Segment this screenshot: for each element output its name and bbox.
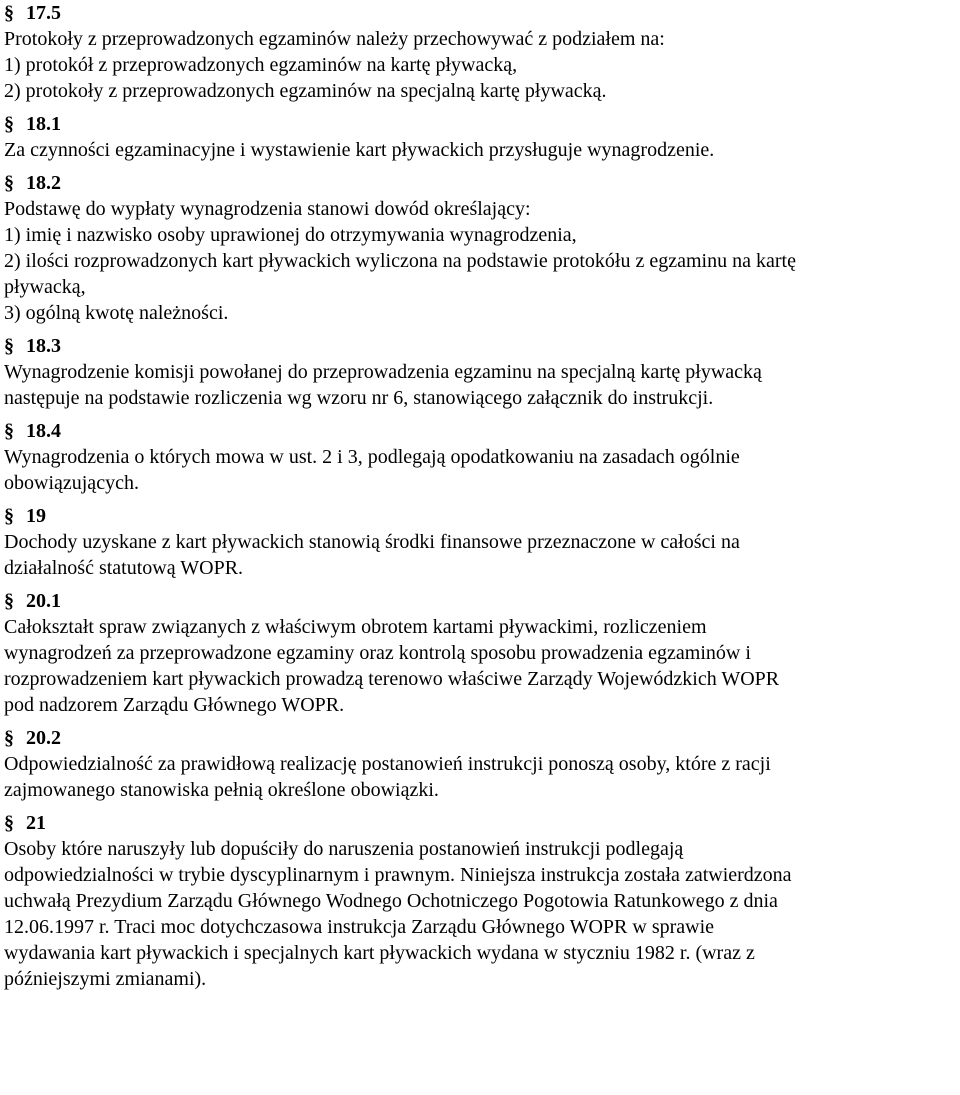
section-17-5 (4, 0, 956, 104)
section-sign: § (4, 727, 14, 749)
section-sign: § (4, 420, 14, 442)
list-item: 2) ilości rozprowadzonych kart pływackich wyliczona na podstawie protokółu z egzaminu na kartę (4, 250, 796, 272)
section-sign: § (4, 172, 14, 194)
section-heading (4, 725, 956, 751)
section-21 (4, 810, 956, 992)
paragraph-line: zajmowanego stanowiska pełnią określone obowiązki. (4, 779, 439, 801)
section-number: 18.4 (26, 420, 61, 442)
section-19 (4, 503, 956, 581)
section-20-2 (4, 725, 956, 803)
paragraph-line: następuje na podstawie rozliczenia wg wzoru nr 6, stanowiącego załącznik do instrukcji. (4, 387, 714, 409)
paragraph-line: Wynagrodzenie komisji powołanej do przeprowadzenia egzaminu na specjalną kartę pływacką (4, 361, 762, 383)
paragraph-line: działalność statutową WOPR. (4, 557, 244, 579)
section-18-3 (4, 333, 956, 411)
section-heading (4, 588, 956, 614)
section-sign: § (4, 335, 14, 357)
section-heading (4, 333, 956, 359)
paragraph-line: Za czynności egzaminacyjne i wystawienie kart pływackich przysługuje wynagrodzenie. (4, 139, 715, 161)
section-number: 18.2 (26, 172, 61, 194)
section-18-1 (4, 111, 956, 163)
paragraph-line: Wynagrodzenia o których mowa w ust. 2 i 3, podlegają opodatkowaniu na zasadach ogólnie (4, 446, 740, 468)
paragraph-line: późniejszymi zmianami). (4, 968, 207, 990)
section-number: 21 (26, 812, 46, 834)
paragraph-line: uchwałą Prezydium Zarządu Głównego Wodnego Ochotniczego Pogotowia Ratunkowego z dnia (4, 890, 778, 912)
paragraph-line: wydawania kart pływackich i specjalnych kart pływackich wydana w styczniu 1982 r. (wraz z (4, 942, 755, 964)
section-number: 20.2 (26, 727, 61, 749)
section-sign: § (4, 590, 14, 612)
list-item: 1) protokół z przeprowadzonych egzaminów na kartę pływacką, (4, 54, 518, 76)
paragraph-line: wynagrodzeń za przeprowadzone egzaminy oraz kontrolą sposobu prowadzenia egzaminów i (4, 642, 751, 664)
section-20-1 (4, 588, 956, 718)
section-heading (4, 170, 956, 196)
section-heading (4, 418, 956, 444)
section-number: 17.5 (26, 2, 61, 24)
paragraph-line: rozprowadzeniem kart pływackich prowadzą terenowo właściwe Zarządy Wojewódzkich WOPR (4, 668, 780, 690)
section-number: 18.1 (26, 113, 61, 135)
list-item: 2) protokoły z przeprowadzonych egzaminów na specjalną kartę pływacką. (4, 80, 607, 102)
paragraph-line: 12.06.1997 r. Traci moc dotychczasowa instrukcja Zarządu Głównego WOPR w sprawie (4, 916, 715, 938)
paragraph-line: Podstawę do wypłaty wynagrodzenia stanowi dowód określający: (4, 198, 531, 220)
section-heading (4, 503, 956, 529)
list-item: 1) imię i nazwisko osoby uprawionej do otrzymywania wynagrodzenia, (4, 224, 577, 246)
paragraph-line: odpowiedzialności w trybie dyscyplinarnym i prawnym. Niniejsza instrukcja została zatwierdzona (4, 864, 792, 886)
section-number: 20.1 (26, 590, 61, 612)
section-sign: § (4, 2, 14, 24)
section-sign: § (4, 113, 14, 135)
section-18-2 (4, 170, 956, 326)
section-18-4 (4, 418, 956, 496)
section-sign: § (4, 812, 14, 834)
paragraph-line: obowiązujących. (4, 472, 139, 494)
paragraph-line: pod nadzorem Zarządu Głównego WOPR. (4, 694, 345, 716)
paragraph-line: Całokształt spraw związanych z właściwym obrotem kartami pływackimi, rozliczeniem (4, 616, 707, 638)
section-heading (4, 810, 956, 836)
section-sign: § (4, 505, 14, 527)
paragraph-line: Odpowiedzialność za prawidłową realizację postanowień instrukcji ponoszą osoby, które z racji (4, 753, 771, 775)
section-number: 18.3 (26, 335, 61, 357)
paragraph-line: Protokoły z przeprowadzonych egzaminów należy przechowywać z podziałem na: (4, 28, 665, 50)
section-heading (4, 111, 956, 137)
list-item-continuation: pływacką, (4, 276, 86, 298)
paragraph-line: Dochody uzyskane z kart pływackich stanowią środki finansowe przeznaczone w całości na (4, 531, 740, 553)
paragraph-line: Osoby które naruszyły lub dopuściły do naruszenia postanowień instrukcji podlegają (4, 838, 684, 860)
section-number: 19 (26, 505, 46, 527)
section-heading (4, 0, 956, 26)
list-item: 3) ogólną kwotę należności. (4, 302, 229, 324)
